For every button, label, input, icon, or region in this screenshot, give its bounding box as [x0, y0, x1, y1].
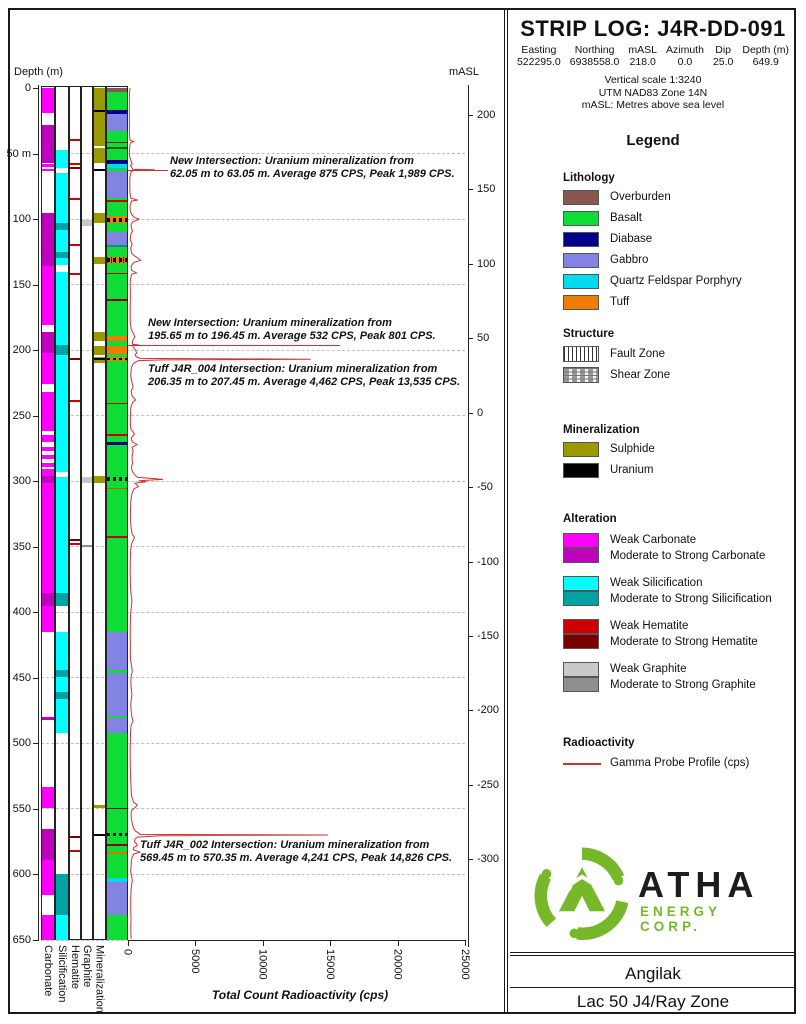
depth-tick [33, 678, 39, 679]
alteration-strong-swatch [563, 591, 599, 606]
carbonate-interval [42, 455, 54, 459]
depth-tick-label: 350 [12, 540, 31, 553]
lithology-interval [107, 131, 127, 160]
hole-info-field-label: Northing [574, 44, 615, 56]
column-label-carbonate: Carbonate [42, 945, 54, 997]
silicification-interval [56, 345, 68, 355]
mineralization-interval [94, 169, 105, 171]
hole-info-field-value: 0.0 [677, 56, 693, 68]
gamma-tick-label: 10000 [256, 949, 269, 980]
gamma-axis-title: Total Count Radioactivity (cps) [211, 988, 389, 1002]
carbonate-interval [42, 164, 54, 167]
legend-structure-heading: Structure [563, 328, 615, 340]
uranium-mineralization-overlay [107, 476, 127, 483]
silicification-interval [56, 677, 68, 693]
hole-info-field-label: Easting [521, 44, 557, 56]
mineralization-interval [94, 110, 105, 112]
hematite-interval [70, 358, 80, 360]
hole-info-field-value: 6938558.0 [569, 56, 620, 68]
lithology-marker-line [107, 147, 127, 149]
alteration-weak-swatch [563, 662, 599, 677]
hole-info-field-value: 25.0 [712, 56, 734, 68]
depth-tick [33, 416, 39, 417]
annotation-line: Tuff J4R_004 Intersection: Uranium mineralization from [148, 363, 438, 375]
hole-info-field-label: mASL [628, 44, 657, 56]
legend-title: Legend [626, 132, 680, 149]
overburden-swatch [563, 190, 599, 205]
depth-tick [33, 219, 39, 220]
masl-tick-label: 50 [477, 332, 490, 345]
hole-info-field [570, 44, 620, 68]
map-notes [510, 74, 796, 112]
carbonate-interval [42, 332, 54, 353]
lithology-marker-line [107, 299, 127, 301]
lithology-marker-line [107, 434, 127, 436]
column-label-mineralization: Mineralization [93, 945, 106, 1013]
map-note: mASL: Metres above sea level [581, 99, 725, 111]
legend-item-label: Basalt [610, 212, 642, 224]
annotation-line: New Intersection: Uranium mineralization from [170, 155, 414, 167]
uranium-mineralization-overlay [107, 357, 127, 360]
depth-tick [33, 743, 39, 744]
lithology-interval [107, 632, 127, 670]
map-note: Vertical scale 1:3240 [604, 74, 702, 86]
graphite-interval [82, 477, 92, 482]
depth-tick [33, 285, 39, 286]
silicification-interval [56, 173, 68, 223]
legend-item-label: Weak Hematite [610, 620, 689, 632]
depth-tick-label: 200 [12, 344, 31, 357]
depth-tick [33, 154, 39, 155]
intersection-annotation [140, 839, 452, 865]
carbonate-interval [42, 469, 54, 476]
footer-divider [510, 987, 796, 988]
intersection-annotation [148, 363, 460, 389]
gabbro-swatch [563, 253, 599, 268]
masl-tick-label: -50 [477, 481, 493, 494]
depth-tick-label: 50 m [6, 147, 31, 160]
depth-tick-label: 100 [12, 213, 31, 226]
uranium-mineralization-overlay [107, 216, 127, 223]
legend-item-label: Weak Carbonate [610, 534, 697, 546]
silicification-interval [56, 477, 68, 592]
masl-tick-label: 150 [477, 183, 496, 196]
lithology-marker-line [107, 142, 127, 144]
hematite-interval [70, 198, 80, 200]
lithology-interval [107, 361, 127, 442]
alteration-strong-swatch [563, 634, 599, 649]
mineralization-interval [94, 346, 105, 355]
depth-tick-label: 450 [12, 671, 31, 684]
depth-tick-label: 300 [12, 475, 31, 488]
legend-item-label: Moderate to Strong Silicification [610, 593, 772, 605]
lithology-marker-line [107, 852, 127, 854]
alteration-strong-swatch [563, 677, 599, 692]
lithology-marker-line [107, 200, 127, 202]
depth-tick [33, 350, 39, 351]
graphite-column-frame [81, 86, 93, 940]
panel-divider [504, 8, 508, 1014]
legend-item-label: Shear Zone [610, 369, 671, 381]
annotation-leader-line [128, 170, 169, 172]
depth-tick-label: 550 [12, 802, 31, 815]
graphite-interval [82, 220, 92, 226]
alteration-strong-swatch [563, 548, 599, 563]
masl-tick-label: 200 [477, 108, 496, 121]
hole-info-field [628, 44, 657, 68]
lithology-marker-line [107, 488, 127, 490]
silicification-interval [56, 699, 68, 733]
hole-info-field-value: 218.0 [629, 56, 656, 68]
hematite-interval [70, 400, 80, 402]
carbonate-interval [42, 213, 54, 267]
silicification-interval [56, 223, 68, 230]
masl-axis-label: mASL [449, 66, 479, 78]
fault-zone-swatch [563, 346, 599, 362]
company-logo [534, 846, 784, 946]
uranium-mineralization-overlay [107, 833, 127, 836]
legend-item-label: Moderate to Strong Carbonate [610, 550, 766, 562]
lithology-interval [107, 882, 127, 915]
quartz-feldspar-porphyry-swatch [563, 274, 599, 289]
hematite-interval [70, 244, 80, 246]
legend-lithology-heading: Lithology [563, 172, 615, 184]
annotation-line: 62.05 m to 63.05 m. Average 875 CPS, Peak 1,989 CPS. [170, 168, 455, 180]
atha-logo-mark [534, 846, 630, 942]
mineralization-interval [94, 358, 105, 360]
lithology-interval [107, 171, 127, 198]
legend-item-label: Quartz Feldspar Porphyry [610, 275, 742, 287]
mineralization-interval [94, 805, 105, 808]
lithology-interval [107, 114, 127, 132]
hole-info-field [742, 44, 789, 68]
footer-box [510, 952, 796, 1014]
footer-inner-rule [510, 955, 796, 956]
lithology-interval [107, 445, 127, 632]
annotation-line: Tuff J4R_002 Intersection: Uranium mineralization from [140, 839, 430, 851]
lithology-interval [107, 232, 127, 244]
silicification-interval [56, 230, 68, 252]
depth-tick [33, 612, 39, 613]
lithology-marker-line [107, 403, 127, 405]
info-panel [510, 8, 796, 1014]
mineralization-interval [94, 213, 105, 223]
carbonate-interval [42, 860, 54, 895]
hole-info-field [517, 44, 561, 68]
annotation-line: New Intersection: Uranium mineralization from [148, 317, 392, 329]
column-label-hematite: Hematite [69, 945, 81, 990]
mineralization-interval [94, 257, 105, 264]
legend-item-label: Gabbro [610, 254, 649, 266]
legend-item-label: Overburden [610, 191, 671, 203]
legend-radioactivity-heading: Radioactivity [563, 737, 635, 749]
silicification-interval [56, 593, 68, 606]
hematite-interval [70, 163, 80, 165]
uranium-swatch [563, 463, 599, 478]
sulphide-swatch [563, 442, 599, 457]
carbonate-interval [42, 463, 54, 467]
logo-subtitle: ENERGY CORP. [640, 904, 721, 934]
lithology-interval [107, 673, 127, 716]
hematite-interval [70, 167, 80, 169]
silicification-interval [56, 670, 68, 677]
carbonate-interval [42, 88, 54, 113]
carbonate-interval [42, 169, 54, 172]
legend-item-label: Sulphide [610, 443, 655, 455]
lithology-interval [107, 223, 127, 232]
depth-tick [33, 547, 39, 548]
footer-project: Angilak [625, 964, 681, 983]
logo-wordmark: ATHA [638, 864, 760, 905]
masl-tick-label: -300 [477, 853, 500, 866]
silicification-interval [56, 692, 68, 699]
carbonate-interval [42, 392, 54, 431]
legend-item-label: Fault Zone [610, 348, 665, 360]
legend-mineralization-heading: Mineralization [563, 424, 640, 436]
hole-info-field-label: Azimuth [665, 44, 704, 56]
basalt-swatch [563, 211, 599, 226]
depth-axis-line [38, 85, 39, 940]
depth-tick-label: 150 [12, 278, 31, 291]
depth-tick-label: 400 [12, 606, 31, 619]
depth-axis-label: Depth (m) [14, 66, 63, 78]
silicification-interval [56, 632, 68, 670]
gamma-profile-curve [128, 86, 472, 942]
depth-tick-label: 500 [12, 737, 31, 750]
hole-info-field [713, 44, 733, 68]
lithology-marker-line [107, 273, 127, 275]
silicification-interval [56, 915, 68, 940]
hematite-interval [70, 850, 80, 852]
mineralization-interval [94, 148, 105, 163]
legend-item-label: Gamma Probe Profile (cps) [610, 757, 750, 769]
mineralization-interval [94, 834, 105, 836]
lithology-interval [107, 915, 127, 940]
silicification-interval [56, 874, 68, 915]
carbonate-interval [42, 717, 54, 720]
annotation-line: 206.35 m to 207.45 m. Average 4,462 CPS, Peak 13,535 CPS. [148, 376, 461, 388]
gamma-tick-label: 15000 [324, 949, 336, 980]
depth-tick-label: 250 [12, 409, 31, 422]
depth-tick [33, 481, 39, 482]
legend-alteration-heading: Alteration [563, 513, 617, 525]
intersection-annotation [170, 155, 455, 181]
gamma-tick-label: 5000 [189, 949, 201, 974]
masl-tick-label: -150 [477, 629, 500, 642]
legend-item-label: Weak Graphite [610, 663, 687, 675]
gamma-tick-label: 20000 [391, 949, 404, 980]
diabase-swatch [563, 232, 599, 247]
alteration-weak-swatch [563, 576, 599, 591]
hematite-interval [70, 836, 80, 838]
lithology-interval [107, 733, 127, 878]
graphite-interval [82, 545, 92, 547]
legend-item-label: Uranium [610, 464, 654, 476]
depth-tick [33, 874, 39, 875]
masl-tick-label: -250 [477, 778, 500, 791]
intersection-annotation [148, 317, 436, 343]
hole-info-field [666, 44, 704, 68]
hematite-interval [70, 539, 80, 541]
shear-zone-swatch [563, 367, 599, 383]
hole-info-field-label: Dip [715, 44, 732, 56]
carbonate-interval [42, 266, 54, 325]
footer-zone: Lac 50 J4/Ray Zone [576, 992, 730, 1011]
silicification-interval [56, 150, 68, 168]
carbonate-interval [42, 787, 54, 808]
gamma-tick-label: 25000 [459, 949, 471, 980]
masl-tick-label: -200 [477, 704, 500, 717]
column-label-silicification: Silicification [56, 945, 68, 1003]
legend-item-label: Moderate to Strong Hematite [610, 636, 758, 648]
annotation-leader-line [128, 345, 341, 347]
lithology-marker-line [107, 245, 127, 247]
carbonate-interval [42, 447, 54, 451]
masl-tick-label: -100 [477, 555, 500, 568]
gamma-tick-label: 0 [121, 949, 134, 956]
mineralization-interval [94, 332, 105, 341]
mineralization-interval [94, 88, 105, 146]
depth-tick-label: 650 [12, 934, 31, 946]
hematite-interval [70, 273, 80, 275]
mineralization-interval [94, 476, 105, 483]
carbonate-interval [42, 593, 54, 606]
silicification-interval [56, 355, 68, 472]
hematite-interval [70, 139, 80, 141]
annotation-line: 195.65 m to 196.45 m. Average 532 CPS, Peak 801 CPS. [148, 330, 436, 342]
lithology-marker-line [107, 536, 127, 538]
hole-info-field-value: 649.9 [752, 56, 779, 68]
legend-item-label: Weak Silicification [610, 577, 703, 589]
map-note: UTM NAD83 Zone 14N [598, 86, 708, 99]
hematite-interval [70, 543, 80, 545]
lithology-marker-line [107, 844, 127, 846]
hole-info-field-label: Depth (m) [742, 44, 790, 56]
carbonate-interval [42, 125, 54, 163]
depth-tick-label: 0 [24, 82, 31, 94]
legend-item-label: Moderate to Strong Graphite [610, 679, 756, 691]
carbonate-interval [42, 353, 54, 384]
alteration-weak-swatch [563, 619, 599, 634]
carbonate-interval [42, 606, 54, 632]
carbonate-interval [42, 829, 54, 860]
depth-tick [33, 88, 39, 89]
carbonate-interval [42, 915, 54, 940]
masl-tick-label: 100 [477, 257, 496, 270]
lithology-interval [107, 92, 127, 110]
lithology-interval [107, 718, 127, 732]
depth-tick [33, 809, 39, 810]
uranium-mineralization-overlay [107, 257, 127, 263]
lithology-interval [107, 346, 127, 354]
legend-item-label: Diabase [610, 233, 653, 245]
gamma-line-swatch [563, 763, 601, 765]
carbonate-interval [42, 483, 54, 593]
hole-info-field-value: 522295.0 [516, 56, 561, 68]
depth-tick-label: 600 [12, 868, 31, 881]
column-label-graphite: Graphite [81, 945, 93, 988]
tuff-swatch [563, 295, 599, 310]
lithology-marker-line [107, 808, 127, 810]
depth-tick [33, 940, 39, 941]
hematite-column-frame [69, 86, 81, 940]
annotation-line: 569.45 m to 570.35 m. Average 4,241 CPS, Peak 14,826 CPS. [140, 852, 453, 864]
masl-tick-label: 0 [477, 406, 484, 419]
page-title: STRIP LOG: J4R-DD-091 [520, 16, 786, 41]
hole-info-table [510, 44, 796, 68]
silicification-interval [56, 258, 68, 265]
legend-item-label: Tuff [610, 296, 630, 308]
alteration-weak-swatch [563, 533, 599, 548]
carbonate-interval [42, 435, 54, 442]
silicification-interval [56, 272, 68, 345]
